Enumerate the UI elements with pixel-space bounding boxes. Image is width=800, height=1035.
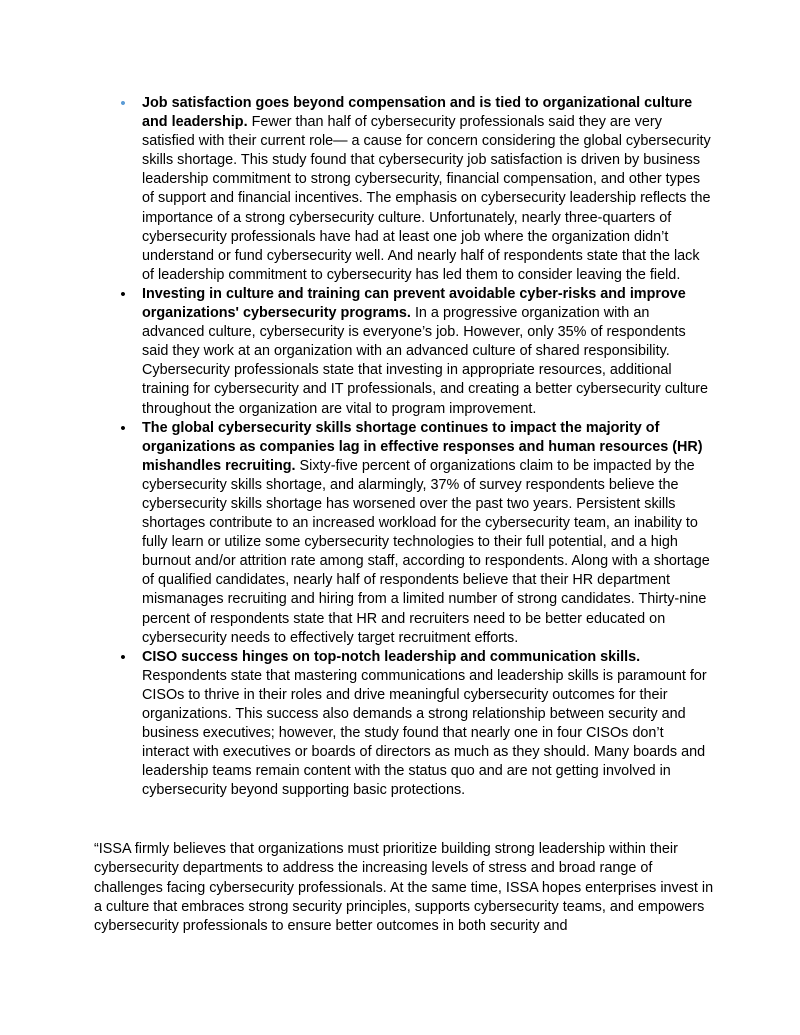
findings-list [120, 94, 714, 800]
finding-item-skills-shortage [120, 419, 714, 648]
bullet-icon: • [120, 285, 126, 303]
finding-heading: The global cybersecurity skills shortage continues to impact the majority of organizations as companies lag in effective responses and human resources (HR) mishandles recruiting. [142, 419, 703, 474]
finding-item-culture-training [120, 285, 714, 419]
bullet-icon: • [120, 648, 126, 666]
finding-heading: Investing in culture and training can prevent avoidable cyber-risks and improve organizations' cybersecurity programs. [142, 285, 686, 322]
bullet-icon: • [120, 419, 126, 437]
issa-quote-paragraph: “ISSA firmly believes that organizations must prioritize building strong leadership within their cybersecurity departments to address the increasing levels of stress and broad range of challenges facing cybersecurity professionals. At the same time, ISSA hopes enterprises invest in a culture that embraces strong security principles, supports cybersecurity teams, and empowers cybersecurity professionals to ensure better outcomes in both security and [94, 841, 714, 935]
finding-body: Respondents state that mastering communications and leadership skills is paramount for CISOs to thrive in their roles and drive meaningful cybersecurity outcomes for their organizations. This success also demands a strong relationship between security and business executives; however, the study found that nearly one in four CISOs don’t interact with executives or boards of directors as much as they should. Many boards and leadership teams remain content with the status quo and are not getting involved in cybersecurity beyond supporting basic protections. [142, 667, 707, 799]
finding-item-job-satisfaction [120, 94, 714, 285]
finding-body: Sixty-five percent of organizations claim to be impacted by the cybersecurity skills shortage, and alarmingly, 37% of survey respondents believe the cybersecurity skills shortage has worsened over the past two years. Persistent skills shortages contribute to an increased workload for the cybersecurity team, an inability to fully learn or utilize some cybersecurity technologies to their full potential, and a high burnout and/or attrition rate among staff, according to respondents. Along with a shortage of qualified candidates, nearly half of respondents believe that their HR department mismanages recruiting and hiring from a limited number of strong candidates. Thirty-nine percent of respondents state that HR and recruiters need to be better educated on cybersecurity needs to effectively target recruitment efforts. [142, 457, 710, 646]
bullet-icon: • [120, 95, 126, 112]
finding-heading: CISO success hinges on top-notch leadership and communication skills. [142, 648, 641, 665]
finding-body: Fewer than half of cybersecurity professionals said they are very satisfied with their current role— a cause for concern considering the global cybersecurity skills shortage. This study found that cybersecurity job satisfaction is driven by business leadership commitment to strong cybersecurity, financial compensation, and other types of support and financial incentives. The emphasis on cybersecurity leadership reflects the importance of a strong cybersecurity culture. Unfortunately, nearly three-quarters of cybersecurity professionals have had at least one job where the organization didn’t understand or fund cybersecurity well. And nearly half of respondents state that the lack of leadership commitment to cybersecurity has led them to consider leaving the field. [142, 114, 711, 283]
finding-body: In a progressive organization with an advanced culture, cybersecurity is everyone’s job. However, only 35% of respondents said they work at an organization with an advanced culture of shared responsibility. Cybersecurity professionals state that investing in appropriate resources, additional training for cybersecurity and IT professionals, and creating a better cybersecurity culture throughout the organization are vital to program improvement. [142, 305, 709, 417]
finding-heading: Job satisfaction goes beyond compensation and is tied to organizational culture and leadership. [142, 95, 693, 131]
finding-item-ciso-success [120, 648, 714, 801]
